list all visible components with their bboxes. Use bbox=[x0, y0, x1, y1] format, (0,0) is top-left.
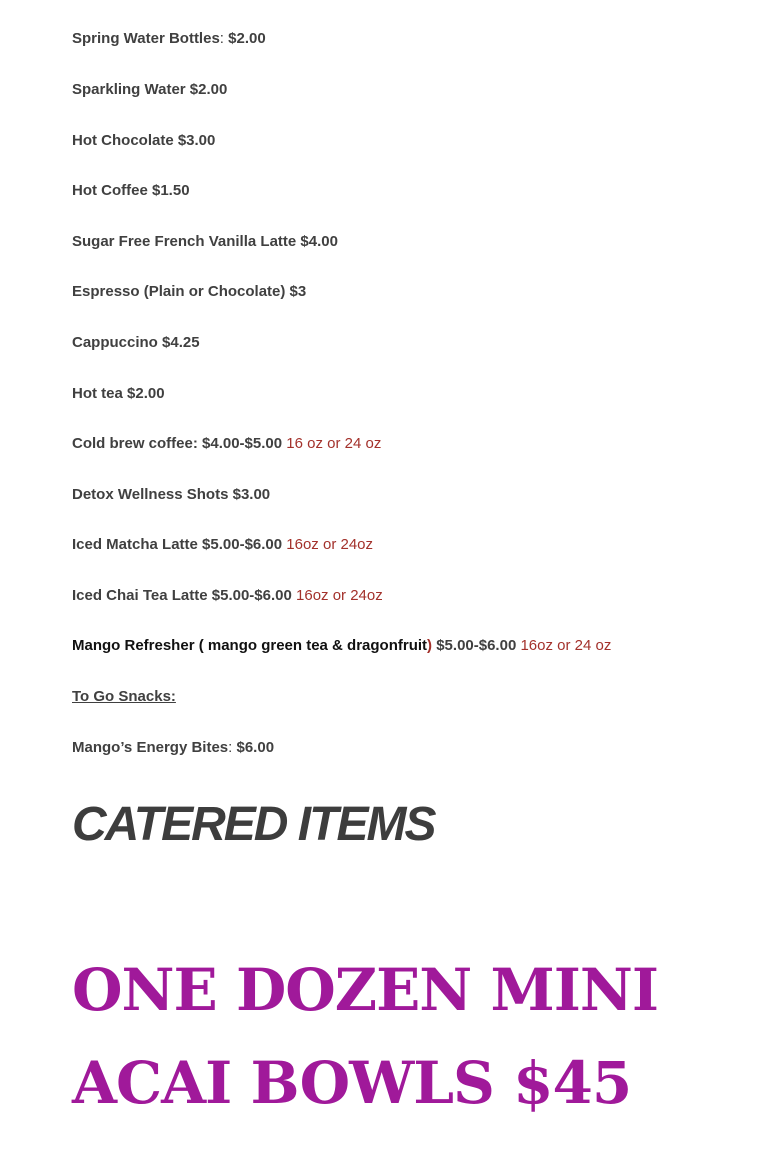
item-name: Spring Water Bottles bbox=[72, 30, 220, 47]
item-name: Cappuccino $4.25 bbox=[72, 334, 200, 351]
menu-item-hot-coffee bbox=[72, 181, 190, 201]
item-price: $2.00 bbox=[223, 30, 266, 47]
item-price: $5.00-$6.00 bbox=[432, 637, 517, 654]
menu-item-espresso bbox=[72, 282, 306, 302]
menu-item-detox-shots bbox=[72, 485, 270, 505]
item-name: Espresso (Plain or Chocolate) $3 bbox=[72, 283, 307, 300]
snacks-heading-text: To Go Snacks: bbox=[72, 688, 176, 705]
item-paren: ) bbox=[427, 637, 433, 654]
catered-items-heading: CATERED ITEMS bbox=[72, 798, 435, 851]
snacks-heading bbox=[72, 687, 176, 707]
menu-item-cappuccino bbox=[72, 333, 200, 353]
item-name: Mango Refresher ( mango green tea & dragonfruit bbox=[72, 637, 428, 654]
item-size: 16 oz or 24 oz bbox=[286, 435, 382, 452]
item-name: Cold brew coffee: $4.00-$5.00 bbox=[72, 435, 283, 452]
item-price: $6.00 bbox=[232, 739, 275, 756]
promo-line-2: ACAI BOWLS $45 bbox=[72, 1049, 632, 1117]
menu-item-hot-tea bbox=[72, 384, 165, 404]
item-name: Detox Wellness Shots $3.00 bbox=[72, 486, 271, 503]
promo-line-1: ONE DOZEN MINI bbox=[72, 956, 658, 1024]
item-name: Sugar Free French Vanilla Latte $4.00 bbox=[72, 233, 338, 250]
item-name: Hot tea $2.00 bbox=[72, 385, 165, 402]
menu-item-energy-bites bbox=[72, 738, 274, 758]
menu-item-vanilla-latte bbox=[72, 232, 338, 252]
item-separator: : bbox=[219, 30, 224, 47]
menu-item-mango-refresher bbox=[72, 636, 611, 656]
menu-item-iced-matcha bbox=[72, 535, 373, 555]
item-name: Mango’s Energy Bites bbox=[72, 739, 229, 756]
item-name: Sparkling Water $2.00 bbox=[72, 81, 228, 98]
menu-item-spring-water bbox=[72, 29, 266, 49]
menu-item-hot-chocolate bbox=[72, 131, 215, 151]
menu-item-iced-chai bbox=[72, 586, 383, 606]
item-size: 16oz or 24oz bbox=[296, 587, 383, 604]
item-name: Hot Chocolate $3.00 bbox=[72, 132, 216, 149]
item-name: Hot Coffee $1.50 bbox=[72, 182, 190, 199]
menu-item-cold-brew bbox=[72, 434, 381, 454]
item-separator: : bbox=[228, 739, 233, 756]
item-name: Iced Chai Tea Latte $5.00-$6.00 bbox=[72, 587, 292, 604]
item-name: Iced Matcha Latte $5.00-$6.00 bbox=[72, 536, 283, 553]
menu-item-sparkling-water bbox=[72, 80, 227, 100]
item-size: 16oz or 24 oz bbox=[520, 637, 612, 654]
item-size: 16oz or 24oz bbox=[286, 536, 374, 553]
